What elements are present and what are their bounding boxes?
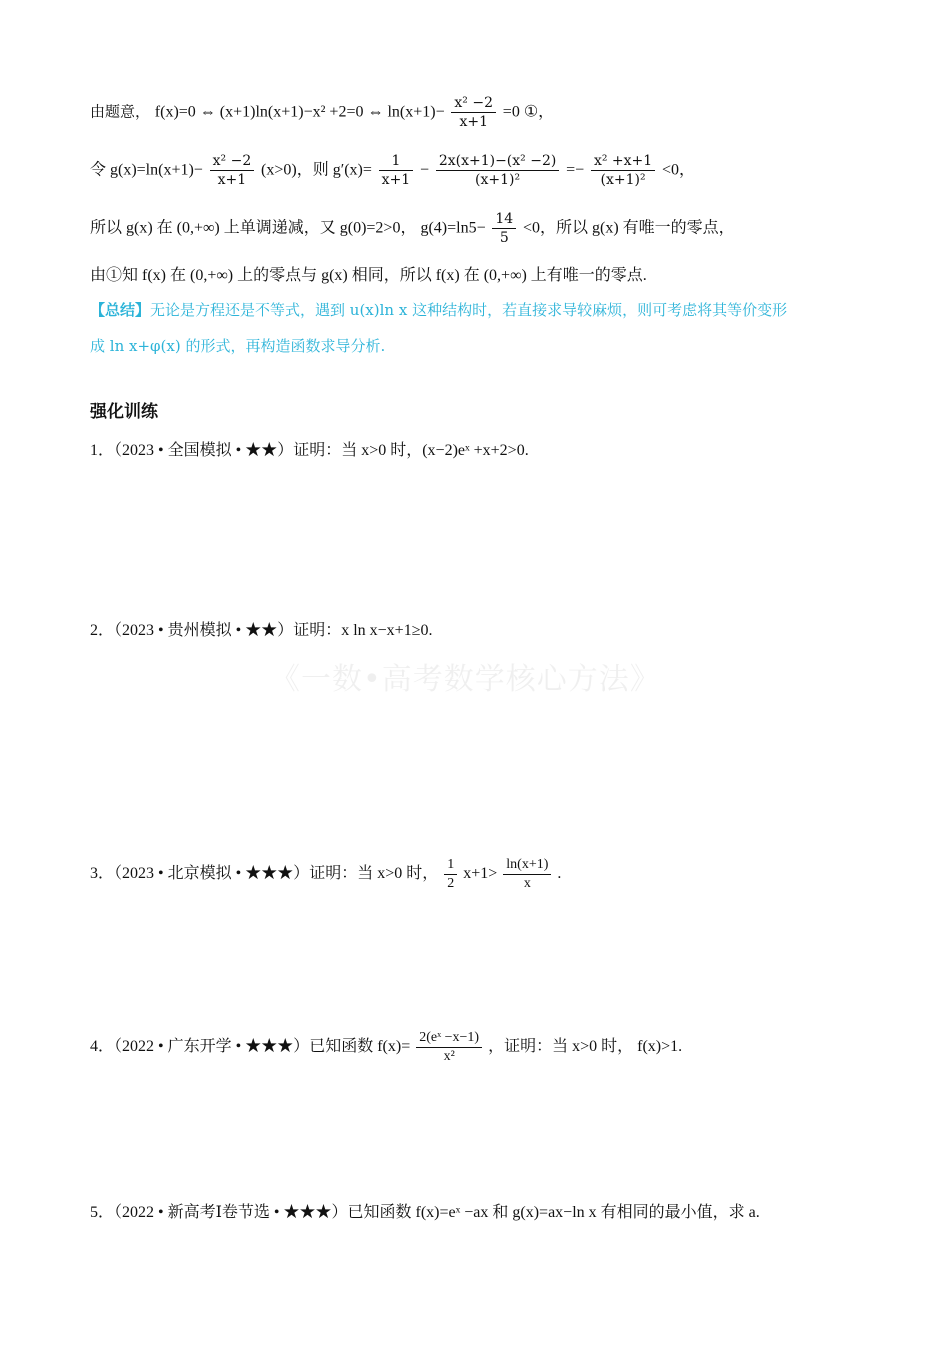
equation: f(x)=0 ⇔ (x+1)ln(x+1)−x² +2=0 ⇔ ln(x+1)−	[154, 103, 445, 121]
numerator: 1	[447, 857, 455, 872]
fraction	[416, 1031, 482, 1064]
text: 4．（2022 • 广东开学 • ★★★）已知函数 f(x)=	[90, 1038, 411, 1056]
problem-5: 5．（2022 • 新高考Ⅰ卷节选 • ★★★）已知函数 f(x)=eˣ −ax 和 g(x)=ax−ln x 有相同的最小值，求 a.	[90, 1204, 760, 1221]
section-title: 强化训练	[90, 402, 158, 422]
watermark: 《一数•高考数学核心方法》	[270, 662, 661, 697]
text: 令 g(x)=ln(x+1)−	[90, 161, 203, 179]
text: ，证明：当 x>0 时， f(x)>1.	[488, 1038, 683, 1056]
solution-line-3	[90, 212, 735, 245]
problem-1: 1．（2023 • 全国模拟 • ★★）证明：当 x>0 时，(x−2)eˣ +x+2>0.	[90, 442, 529, 459]
solution-line-4: 由①知 f(x) 在 (0,+∞) 上的零点与 g(x) 相同，所以 f(x) 在 (0,+∞) 上有唯一的零点.	[90, 267, 647, 284]
text: =−	[566, 161, 585, 179]
text: .	[557, 865, 562, 883]
numerator: 2x(x+1)−(x² −2)	[438, 153, 557, 169]
summary-line-1	[90, 303, 787, 318]
numerator: x² −2	[212, 153, 252, 169]
fraction	[503, 858, 551, 891]
denominator: 5	[492, 228, 516, 245]
problem-4	[90, 1031, 682, 1064]
denominator: x+1	[451, 112, 496, 129]
denominator: 2	[444, 874, 457, 891]
text: =0 ①，	[502, 103, 555, 121]
summary-line-2: 成 ln x+φ(x) 的形式，再构造函数求导分析.	[90, 337, 386, 355]
problem-2: 2．（2023 • 贵州模拟 • ★★）证明：x ln x−x+1≥0.	[90, 622, 433, 639]
numerator: 1	[391, 153, 401, 169]
numerator: 14	[495, 211, 514, 227]
denominator: x+1	[379, 170, 414, 187]
solution-line-1	[90, 96, 554, 129]
numerator: x² +x+1	[593, 153, 653, 169]
denominator: (x+1)²	[436, 170, 560, 187]
problem-3	[90, 858, 561, 891]
summary-text: 无论是方程还是不等式，遇到 u(x)ln x 这种结构时，若直接求导较麻烦，则可考虑将其等价变形	[150, 301, 788, 319]
text: <0，所以 g(x) 有唯一的零点，	[523, 219, 735, 237]
text: −	[420, 161, 430, 179]
summary-label: 【总结】	[90, 301, 151, 319]
fraction	[451, 96, 496, 129]
fraction	[591, 154, 655, 187]
numerator: x² −2	[454, 95, 494, 111]
text: 由题意，	[90, 102, 151, 121]
denominator: x²	[416, 1047, 482, 1064]
numerator: ln(x+1)	[506, 857, 549, 872]
fraction	[444, 858, 457, 891]
denominator: x	[503, 874, 551, 891]
text: (x>0)，则 g′(x)=	[261, 161, 372, 179]
solution-line-2	[90, 154, 695, 187]
text: 3．（2023 • 北京模拟 • ★★★）证明：当 x>0 时，	[90, 865, 439, 883]
denominator: x+1	[210, 170, 255, 187]
fraction	[379, 154, 414, 187]
fraction	[492, 212, 516, 245]
text: 所以 g(x) 在 (0,+∞) 上单调递减，又 g(0)=2>0， g(4)=ln5−	[90, 219, 486, 237]
numerator: 2(eˣ −x−1)	[419, 1030, 480, 1045]
denominator: (x+1)²	[591, 170, 655, 187]
fraction	[210, 154, 255, 187]
text: x+1>	[463, 865, 498, 883]
text: <0，	[661, 161, 695, 179]
fraction	[436, 154, 560, 187]
